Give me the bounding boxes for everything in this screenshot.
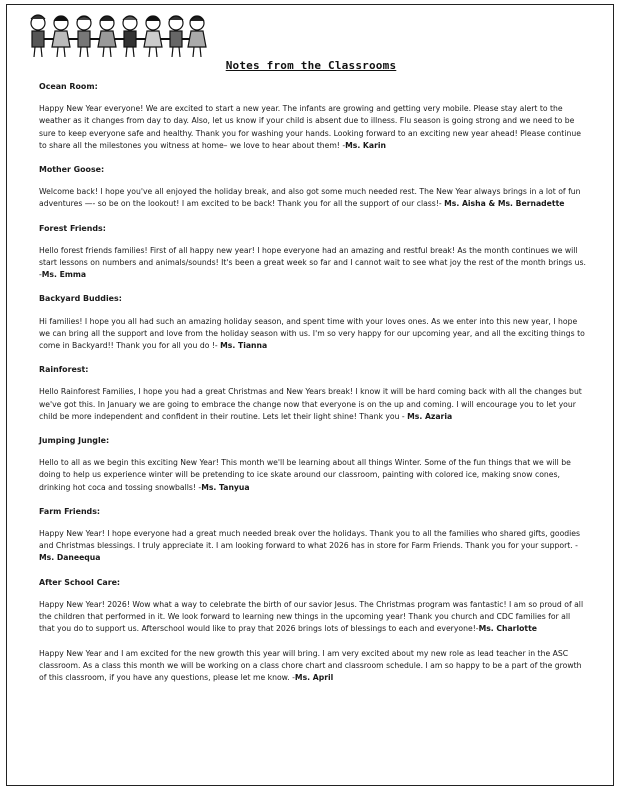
classroom-note <box>39 599 587 636</box>
classroom-note <box>39 457 587 494</box>
classroom-section <box>39 364 587 423</box>
classroom-section <box>39 223 587 282</box>
classroom-section <box>39 506 587 565</box>
classroom-note <box>39 186 587 210</box>
classroom-section <box>39 293 587 352</box>
note-text: Happy New Year! 2026! Wow what a way to celebrate the birth of our savior Jesus. The Christmas program was fantastic! I am so proud of all the children that performed in it. We look forward to learning new things in the upcoming year! Thank you church and CDC families for all that you do to support us. Afterschool would like to pray that 2026 brings lots of blessings to each and everyone!- <box>39 599 584 634</box>
classroom-section <box>39 164 587 211</box>
teacher-signature: Ms. Daneequa <box>39 553 101 563</box>
teacher-signature: Ms. Aisha & Ms. Bernadette <box>444 199 565 209</box>
note-text: Happy New Year everyone! We are excited to start a new year. The infants are growing and getting very mobile. Please stay alert to the weather as it changes from day to day. Also, let us know if your child is absent due to illness. Flu season is going strong and we need to be sure to keep everyone safe and healthy. Thank you for washing your hands. Looking forward to an exciting new year ahead! Please continue to share all the milestones you witness at home– we love to hear about them! - <box>39 104 581 150</box>
classroom-heading: Backyard Buddies: <box>39 294 122 304</box>
teacher-signature: Ms. Karin <box>345 140 386 150</box>
classroom-heading: Mother Goose: <box>39 165 105 175</box>
note-text: Happy New Year! I hope everyone had a great much needed break over the holidays. Thank you to all the families who shared gifts, goodies and Christmas blessings. I truly appreciate it. I am looking forward to what 2026 has in store for Farm Friends. Thank you for your support. - <box>39 529 581 551</box>
note-text: Hello forest friends families! First of all happy new year! I hope everyone had an amazing and restful break! As the month continues we will start lessons on numbers and animals/sounds! It's been a great week so far and I cannot wait to see what joy the rest of the month brings us. - <box>39 245 586 280</box>
classroom-notes <box>39 81 587 696</box>
teacher-signature: Ms. Charlotte <box>478 624 537 634</box>
classroom-heading: Rainforest: <box>39 365 89 375</box>
teacher-signature: Ms. Tianna <box>220 341 268 351</box>
classroom-section <box>39 81 587 152</box>
classroom-note <box>39 245 587 282</box>
classroom-note <box>39 528 587 565</box>
teacher-signature: Ms. Azaria <box>407 411 453 421</box>
newsletter-page <box>6 4 614 786</box>
note-text: Hello Rainforest Families, I hope you had a great Christmas and New Years break! I know it will be hard coming back with all the changes but we've got this. In January we are going to embrace the change now that everyone is on the up and coming. I will encourage you to let your child be more independent and confident in their routine. Lets let their light shine! Thank you - <box>39 387 582 421</box>
note-text: Happy New Year and I am excited for the new growth this year will bring. I am very excited about my new role as lead teacher in the ASC classroom. As a class this month we will be working on a class chore chart and classroom schedule. I am so happy to be a part of the growth of this classroom, if you have any questions, please let me know. - <box>39 648 582 682</box>
classroom-note <box>39 316 587 353</box>
note-text: Hi families! I hope you all had such an amazing holiday season, and spent time with your loves ones. As we enter into this new year, I hope we can bring all the support and love from the holiday season with us. I'm so very happy for our upcoming year, and all the exciting things to come in Backyard!! Thank you for all you do !- <box>39 316 585 351</box>
children-holding-hands-clipart <box>24 9 207 61</box>
classroom-note <box>39 386 587 423</box>
page-title: Notes from the Classrooms <box>225 59 397 72</box>
teacher-signature: Ms. Emma <box>41 270 87 280</box>
classroom-section <box>39 435 587 494</box>
classroom-section <box>39 577 587 684</box>
classroom-heading: Forest Friends: <box>39 223 106 233</box>
classroom-note <box>39 648 587 685</box>
teacher-signature: Ms. April <box>294 672 334 682</box>
classroom-note <box>39 103 587 152</box>
classroom-heading: Jumping Jungle: <box>39 436 110 446</box>
classroom-heading: Ocean Room: <box>39 82 98 91</box>
note-text: Hello to all as we begin this exciting New Year! This month we'll be learning about all things Winter. Some of the fun things that we will be doing to help us experience winter will be pretending to ice skate around our classroom, painting with colored ice, making snow cones, drinking hot coca and tossing snowballs! - <box>39 458 571 492</box>
teacher-signature: Ms. Tanyua <box>201 482 250 492</box>
note-text: Welcome back! I hope you've all enjoyed the holiday break, and also got some much needed rest. The New Year always brings in a lot of fun adventures —- so be on the lookout! I am excited to be back! Thank you for all the support of our class!- <box>39 187 581 209</box>
classroom-heading: Farm Friends: <box>39 506 101 516</box>
classroom-heading: After School Care: <box>39 577 121 587</box>
